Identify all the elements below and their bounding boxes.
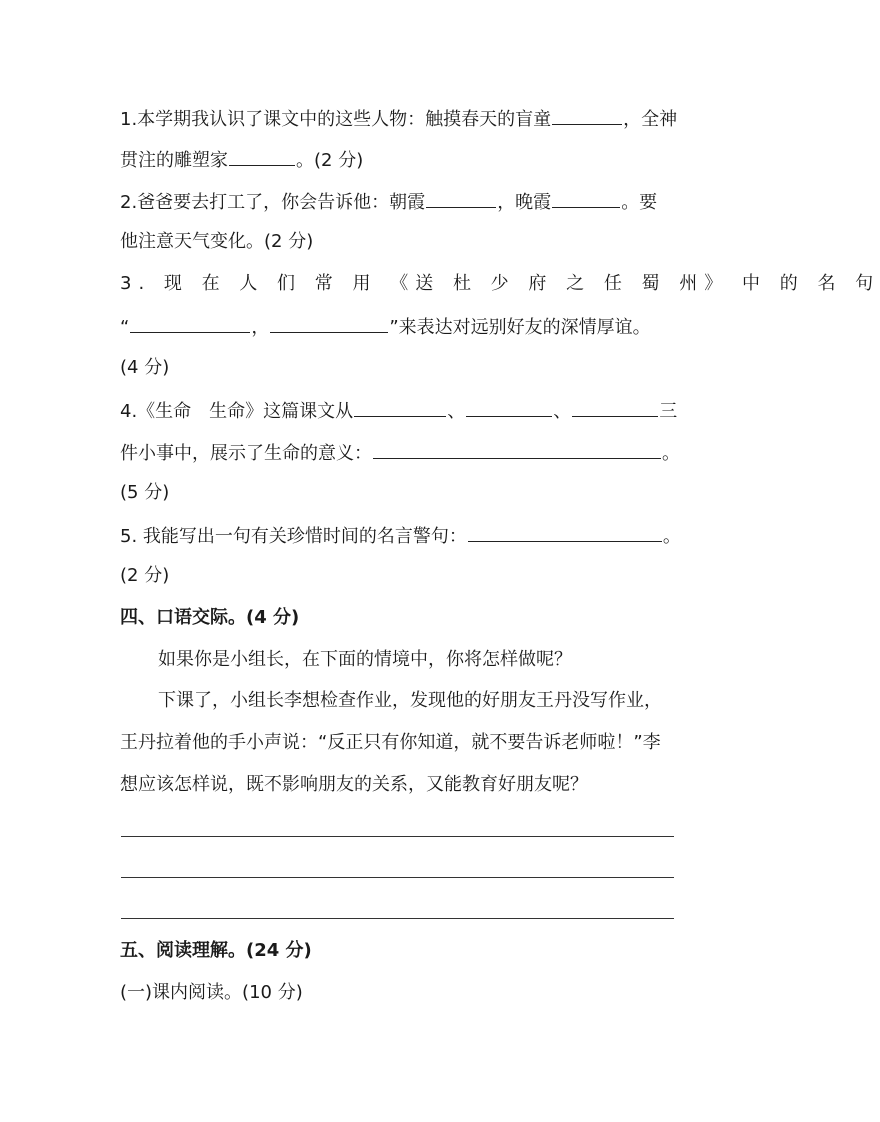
section4-para2-line3: 想应该怎样说，既不影响朋友的关系，又能教育好朋友呢？	[120, 774, 588, 795]
q3-comma: ，	[251, 317, 270, 338]
q5-score	[120, 564, 169, 588]
q4-blank-3[interactable]	[572, 398, 658, 417]
q3-text-a: 3. 现 在 人 们 常 用 《送 杜 少 府 之 任 蜀 州》 中 的 名 句	[120, 273, 880, 294]
q4-blank-meaning[interactable]	[373, 440, 661, 459]
q2-line2	[120, 230, 313, 254]
answer-line-2[interactable]	[121, 877, 674, 878]
q4-text-c: 件小事中，展示了生命的意义：	[120, 443, 372, 464]
answer-line-1[interactable]	[121, 836, 674, 837]
q1-text-c: 贯注的雕塑家	[120, 150, 228, 171]
q1-blank-sculptor[interactable]	[229, 147, 295, 166]
q2-blank-evening-glow[interactable]	[552, 189, 620, 208]
q4-line2	[120, 440, 680, 466]
q5-text-a: 5. 我能写出一句有关珍惜时间的名言警句：	[120, 526, 467, 547]
q4-line1	[120, 398, 677, 424]
q3-blank-1[interactable]	[130, 314, 250, 333]
q4-text-d: 。	[662, 443, 680, 464]
q3-score-text: (4 分)	[120, 357, 170, 378]
q5-blank-quote[interactable]	[468, 523, 662, 542]
q4-blank-2[interactable]	[466, 398, 552, 417]
section5-sub1: (一)课内阅读。(10 分)	[120, 982, 303, 1003]
q2-line1	[120, 189, 657, 215]
q4-text-a: 4.《生命 生命》这篇课文从	[120, 401, 354, 422]
q3-blank-2[interactable]	[270, 314, 388, 333]
q1-text-d: 。(2 分)	[296, 150, 364, 171]
q4-score-text: (5 分)	[120, 482, 170, 503]
section5-heading: 五、阅读理解。(24 分)	[120, 940, 312, 961]
q1-text-a: 1.本学期我认识了课文中的这些人物：触摸春天的盲童	[120, 109, 552, 130]
section4-heading: 四、口语交际。(4 分)	[120, 607, 300, 628]
q3-score	[120, 356, 169, 380]
section4-para2-line2: 王丹拉着他的手小声说：“反正只有你知道，就不要告诉老师啦！”李	[120, 732, 661, 753]
q3-open-quote: “	[120, 317, 130, 338]
q3-line1	[120, 272, 880, 296]
q2-text-d: 他注意天气变化。(2 分)	[120, 231, 314, 252]
section4-para2-line1: 下课了，小组长李想检查作业，发现他的好朋友王丹没写作业，	[158, 690, 662, 711]
q2-text-b: ，晚霞	[497, 192, 552, 213]
q4-score	[120, 481, 169, 505]
section4-para1: 如果你是小组长，在下面的情境中，你将怎样做呢？	[158, 649, 572, 670]
q5-score-text: (2 分)	[120, 565, 170, 586]
q4-blank-1[interactable]	[354, 398, 446, 417]
q3-line2	[120, 314, 651, 340]
q1-line2	[120, 147, 363, 173]
q4-text-b: 三	[659, 401, 678, 422]
q1-blank-blind-child[interactable]	[552, 106, 622, 125]
q4-sep-2: 、	[553, 401, 572, 422]
q2-text-c: 。要	[621, 192, 658, 213]
q1-line1	[120, 106, 677, 132]
q5-text-b: 。	[662, 526, 681, 547]
q2-blank-morning-glow[interactable]	[426, 189, 496, 208]
q3-text-b: ”来表达对远别好友的深情厚谊。	[389, 317, 651, 338]
answer-line-3[interactable]	[121, 918, 674, 919]
q2-text-a: 2.爸爸要去打工了，你会告诉他：朝霞	[120, 192, 426, 213]
q4-sep-1: 、	[447, 401, 466, 422]
q5-line1	[120, 523, 681, 549]
q1-text-b: ，全神	[623, 109, 678, 130]
